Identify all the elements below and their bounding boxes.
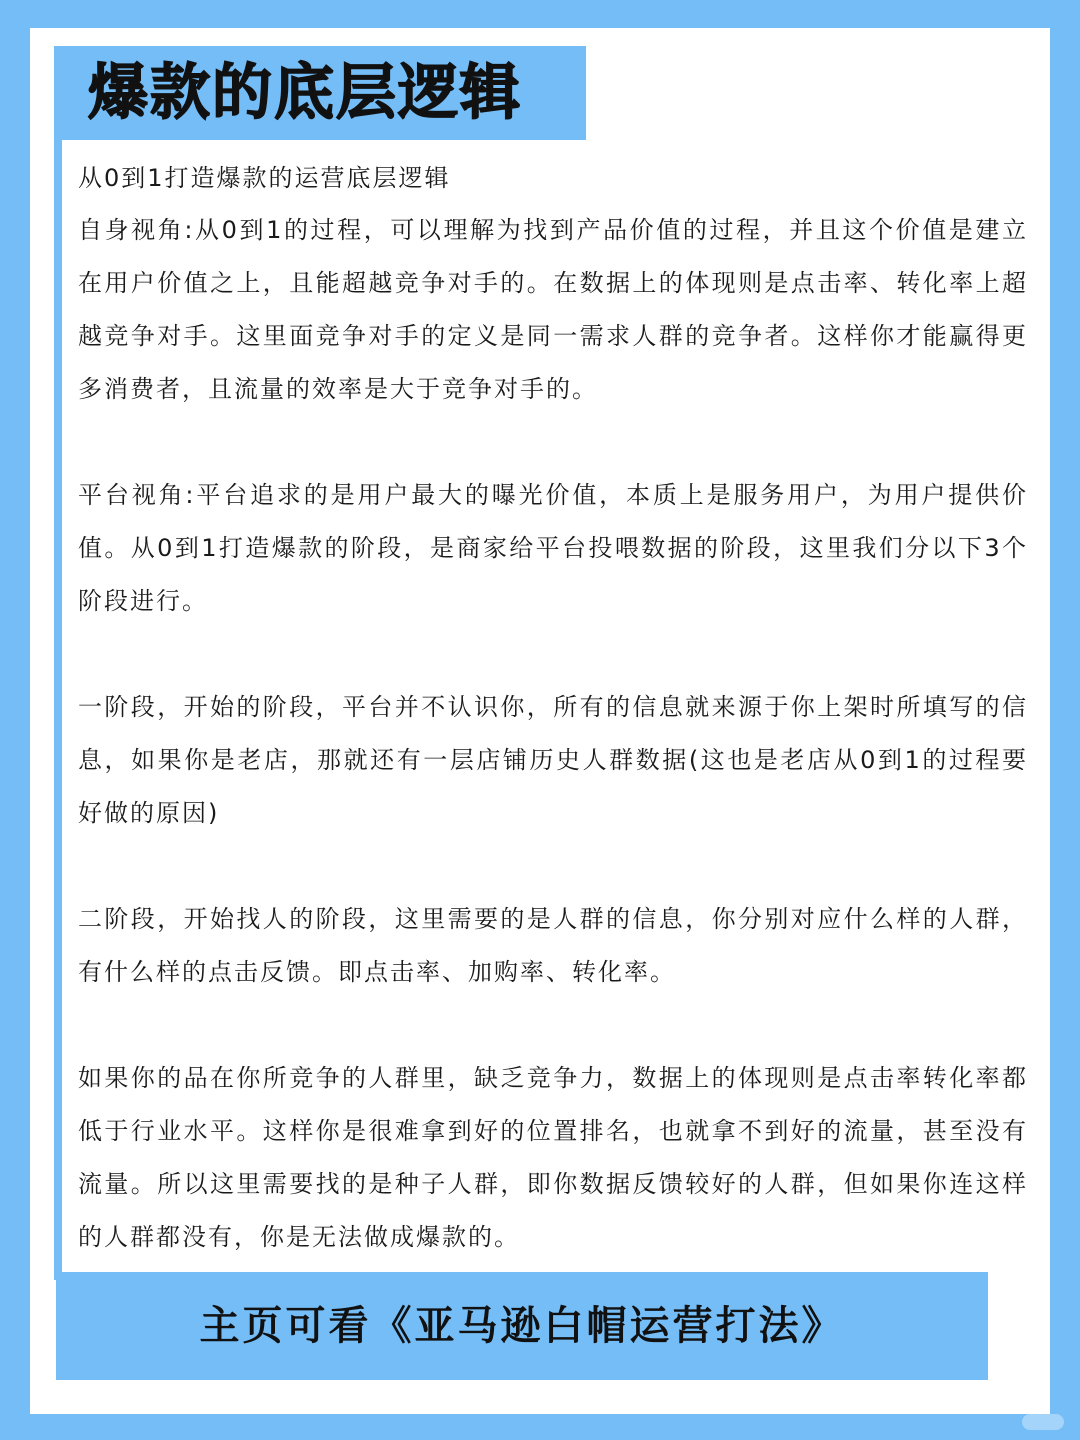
page-title: 爆款的底层逻辑 — [88, 58, 522, 128]
article-body — [78, 152, 1028, 1264]
paragraph-self-view: 自身视角:从0到1的过程，可以理解为找到产品价值的过程，并且这个价值是建立在用户价值之上，且能超越竞争对手的。在数据上的体现则是点击率、转化率上超越竞争对手。这里面竞争对手的定义是同一需求人群的竞争者。这样你才能赢得更多消费者，且流量的效率是大于竞争对手的。 — [78, 216, 1028, 403]
paragraph-stage-one: 一阶段，开始的阶段，平台并不认识你，所有的信息就来源于你上架时所填写的信息，如果你是老店，那就还有一层店铺历史人群数据(这也是老店从0到1的过程要好做的原因) — [78, 693, 1028, 827]
watermark — [1022, 1414, 1064, 1430]
footer-text: 主页可看《亚马逊白帽运营打法》 — [199, 1303, 845, 1349]
paragraph-stage-two: 二阶段，开始找人的阶段，这里需要的是人群的信息，你分别对应什么样的人群，有什么样的点击反馈。即点击率、加购率、转化率。 — [78, 905, 1028, 986]
paragraph-competition: 如果你的品在你所竞争的人群里，缺乏竞争力，数据上的体现则是点击率转化率都低于行业水平。这样你是很难拿到好的位置排名，也就拿不到好的流量，甚至没有流量。所以这里需要找的是种子人群，即你数据反馈较好的人群，但如果你连这样的人群都没有，你是无法做成爆款的。 — [78, 1064, 1028, 1251]
paragraph-platform-view: 平台视角:平台追求的是用户最大的曝光价值，本质上是服务用户，为用户提供价值。从0到1打造爆款的阶段，是商家给平台投喂数据的阶段，这里我们分以下3个阶段进行。 — [78, 481, 1028, 615]
title-banner — [54, 46, 586, 140]
footer-banner — [56, 1272, 988, 1380]
paragraph-intro: 从0到1打造爆款的运营底层逻辑 — [78, 164, 451, 192]
left-accent-strip — [54, 140, 62, 1280]
